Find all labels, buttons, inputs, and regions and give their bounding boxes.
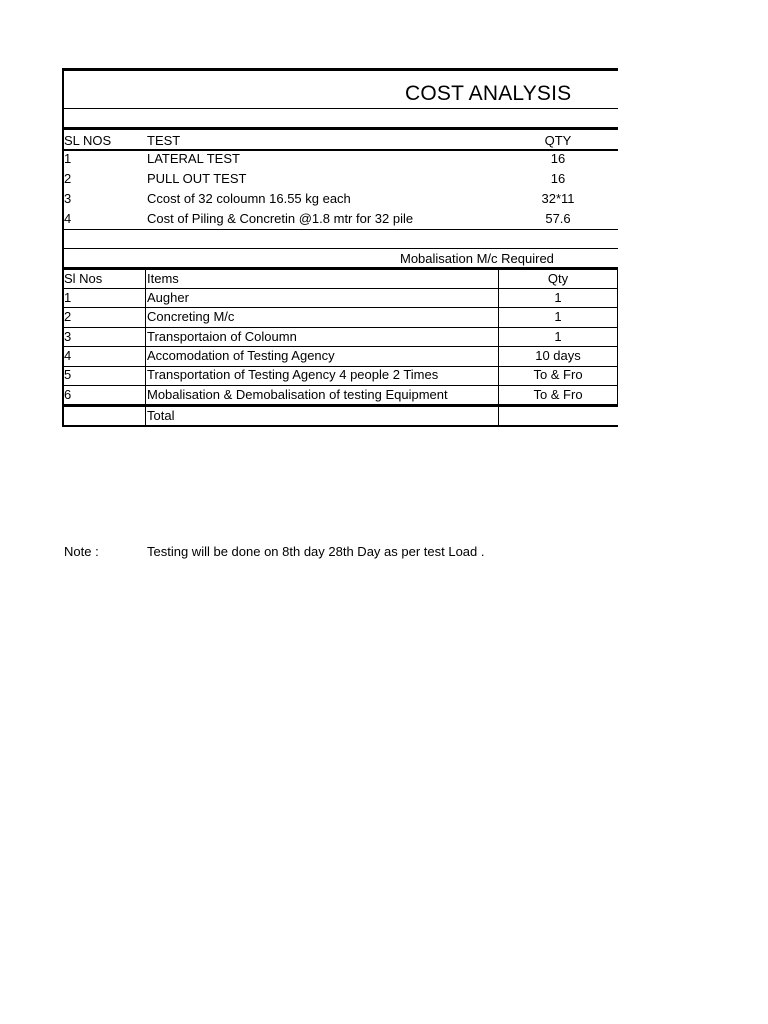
tests-row-4-qty: 57.6 (545, 211, 571, 226)
tests-row-3-sl: 3 (64, 191, 72, 206)
tests-row-3-test: Ccost of 32 coloumn 16.55 kg each (147, 191, 351, 206)
tests-bottom-border (62, 229, 618, 230)
mobilisation-row-1-item: Augher (147, 290, 189, 305)
tests-row-4-test: Cost of Piling & Concretin @1.8 mtr for 32 pile (147, 211, 414, 226)
tests-row-2-qty: 16 (550, 171, 566, 186)
mobilisation-row-2-sl: 2 (64, 309, 72, 324)
tests-row-3-qty: 32*11 (541, 191, 575, 206)
tests-row-1-test: LATERAL TEST (147, 151, 240, 166)
total-label: Total (147, 408, 175, 423)
tests-header-test: TEST (147, 133, 181, 148)
mobilisation-row-3-sl: 3 (64, 329, 72, 344)
tests-header-sl: SL NOS (64, 133, 112, 148)
title-divider (62, 108, 618, 109)
cost-analysis-sheet (62, 68, 618, 427)
mobilisation-header-qty: Qty (547, 271, 569, 286)
page-title: COST ANALYSIS (405, 82, 572, 105)
tests-row-2-test: PULL OUT TEST (147, 171, 247, 186)
mobilisation-row-2-qty: 1 (554, 309, 562, 324)
mobilisation-row-line-2 (62, 307, 618, 308)
mobilisation-header-sl: Sl Nos (64, 271, 103, 286)
total-row-bottom-border (62, 425, 618, 427)
top-border (62, 68, 618, 71)
mobilisation-row-line-6 (62, 385, 618, 386)
mobilisation-header-items: Items (147, 271, 179, 286)
mobilisation-row-1-sl: 1 (64, 290, 72, 305)
mobilisation-right-border (617, 269, 618, 407)
mobilisation-caption: Mobalisation M/c Required (400, 251, 554, 266)
tests-header-bottom-border (62, 149, 618, 151)
mobilisation-row-line-1 (62, 288, 618, 289)
mobilisation-row-6-qty: To & Fro (533, 387, 583, 402)
mobilisation-row-2-item: Concreting M/c (147, 309, 235, 324)
mobilisation-caption-top-border (62, 248, 618, 249)
note-text: Testing will be done on 8th day 28th Day as per test Load . (147, 544, 485, 559)
mobilisation-row-5-item: Transportation of Testing Agency 4 people 2 Times (147, 367, 439, 382)
mobilisation-row-3-qty: 1 (554, 329, 562, 344)
mobilisation-row-line-4 (62, 346, 618, 347)
mobilisation-row-4-sl: 4 (64, 348, 72, 363)
tests-header-qty: QTY (544, 133, 572, 148)
total-row-top-border (62, 404, 618, 407)
tests-row-1-qty: 16 (550, 151, 566, 166)
mobilisation-row-1-qty: 1 (554, 290, 562, 305)
mobilisation-row-6-item: Mobalisation & Demobalisation of testing Equipment (147, 387, 448, 402)
mobilisation-row-5-sl: 5 (64, 367, 72, 382)
tests-row-1-sl: 1 (64, 151, 72, 166)
tests-row-4-sl: 4 (64, 211, 72, 226)
mobilisation-row-4-item: Accomodation of Testing Agency (147, 348, 335, 363)
mobilisation-row-5-qty: To & Fro (533, 367, 583, 382)
mobilisation-row-3-item: Transportaion of Coloumn (147, 329, 297, 344)
mobilisation-row-4-qty: 10 days (535, 348, 581, 363)
note-label: Note : (64, 544, 99, 559)
tests-row-2-sl: 2 (64, 171, 72, 186)
mobilisation-row-6-sl: 6 (64, 387, 72, 402)
tests-header-top-border (62, 127, 618, 130)
mobilisation-row-line-3 (62, 327, 618, 328)
